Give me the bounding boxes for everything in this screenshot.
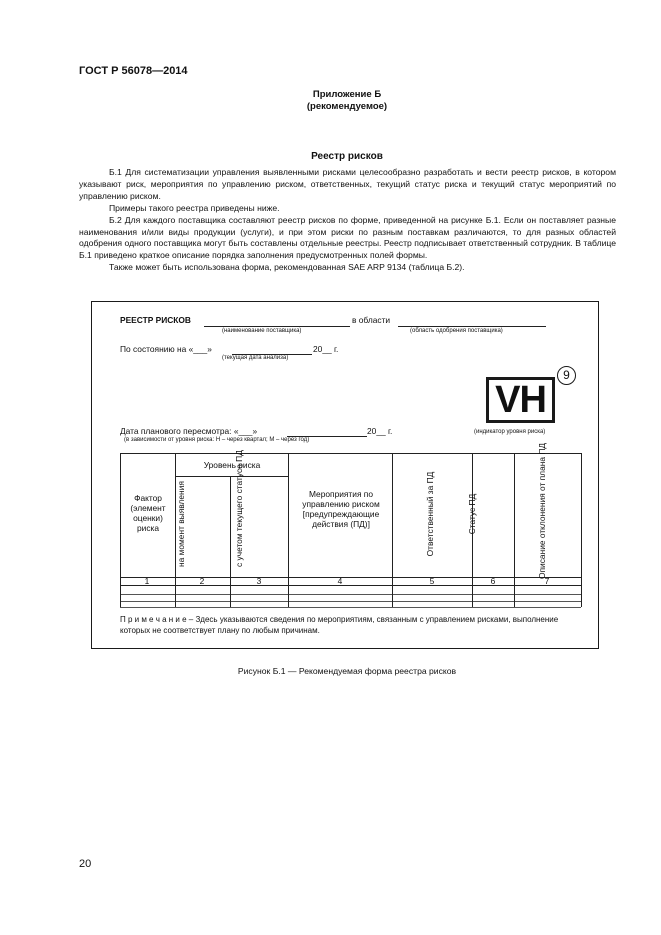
col-level-group-header: Уровень риска	[203, 460, 261, 470]
area-line	[398, 326, 546, 327]
col-number: 2	[199, 576, 205, 586]
col-number: 7	[544, 576, 550, 586]
col-level-detect-header: на момент выявления	[176, 481, 186, 567]
registry-label: РЕЕСТР РИСКОВ	[120, 315, 191, 325]
col-responsible-header: Ответственный за ПД	[425, 471, 435, 557]
body-text	[79, 167, 616, 274]
col-number: 5	[429, 576, 435, 586]
review-hint: (в зависимости от уровня риска: Н – через квартал; М – через год)	[124, 437, 310, 443]
col-number: 4	[337, 576, 343, 586]
state-year: 20__ г.	[313, 344, 339, 354]
review-label: Дата планового пересмотра: «___»	[120, 426, 258, 436]
col-status-header: Статус ПД	[467, 493, 477, 535]
indicator-hint: (индикатор уровня риска)	[474, 429, 546, 435]
col-deviation-header: Описание отклонения от плана ПД	[537, 442, 547, 579]
col-number: 3	[256, 576, 262, 586]
appendix-title: Приложение Б	[312, 89, 382, 100]
col-measures-header: Мероприятия по управлению риском [предупреждающие действия (ПД)]	[302, 489, 380, 529]
standard-number: ГОСТ Р 56078—2014	[79, 65, 188, 77]
indicator-ref-circle: 9	[557, 366, 576, 385]
paragraph-b2: Б.2 Для каждого поставщика составляют реестр рисков по форме, приведенной на рисунке Б.1. Если он поставляет разные наименования и/или виды продукции (услуги), и при этом риски по разным поставкам различаются, то для разных областей одобрения одного поставщика могут быть составлены отдельные реестры. Реестр подписывает ответственный сотрудник. В таблице Б.1 приведено краткое описание порядка заполнения предусмотренных полей формы.	[79, 214, 616, 261]
figure-caption: Рисунок Б.1 — Рекомендуемая форма реестра рисков	[237, 666, 457, 676]
page-number: 20	[79, 858, 92, 870]
note-text: – Здесь указываются сведения по мероприятиям, связанным с управлением рисками, выполнение которых не соответствует плану по любым причинам.	[120, 615, 559, 635]
supplier-line	[204, 326, 350, 327]
paragraph-sae: Также может быть использована форма, рекомендованная SAE ARP 9134 (таблица Б.2).	[109, 262, 465, 273]
area-hint: (область одобрения поставщика)	[410, 328, 503, 334]
supplier-hint: (наименование поставщика)	[222, 328, 302, 334]
section-title: Реестр рисков	[311, 151, 383, 162]
state-label: По состоянию на «___»	[120, 344, 212, 354]
review-year: 20__ г.	[367, 426, 393, 436]
col-factor-header: Фактор (элемент оценки) риска	[130, 493, 166, 533]
note-prefix: П р и м е ч а н и е	[120, 615, 187, 624]
paragraph-b1: Б.1 Для систематизации управления выявленными рисками целесообразно разработать и вести реестр рисков, в котором указывают риск, мероприятия по управлению риском, ответственных, текущий статус риска и текущий статус мероприятий по управлению риском.	[79, 167, 616, 201]
area-label: в области	[352, 315, 391, 325]
appendix-subtitle: (рекомендуемое)	[306, 101, 388, 112]
risk-level-indicator-logo: VH	[486, 377, 555, 423]
col-number: 6	[490, 576, 496, 586]
form-note	[120, 614, 582, 636]
col-level-status-header: с учетом текущего статуса ПД	[234, 450, 244, 567]
state-hint: (текущая дата анализа)	[222, 355, 289, 361]
col-number: 1	[144, 576, 150, 586]
paragraph-examples: Примеры такого реестра приведены ниже.	[109, 202, 280, 213]
